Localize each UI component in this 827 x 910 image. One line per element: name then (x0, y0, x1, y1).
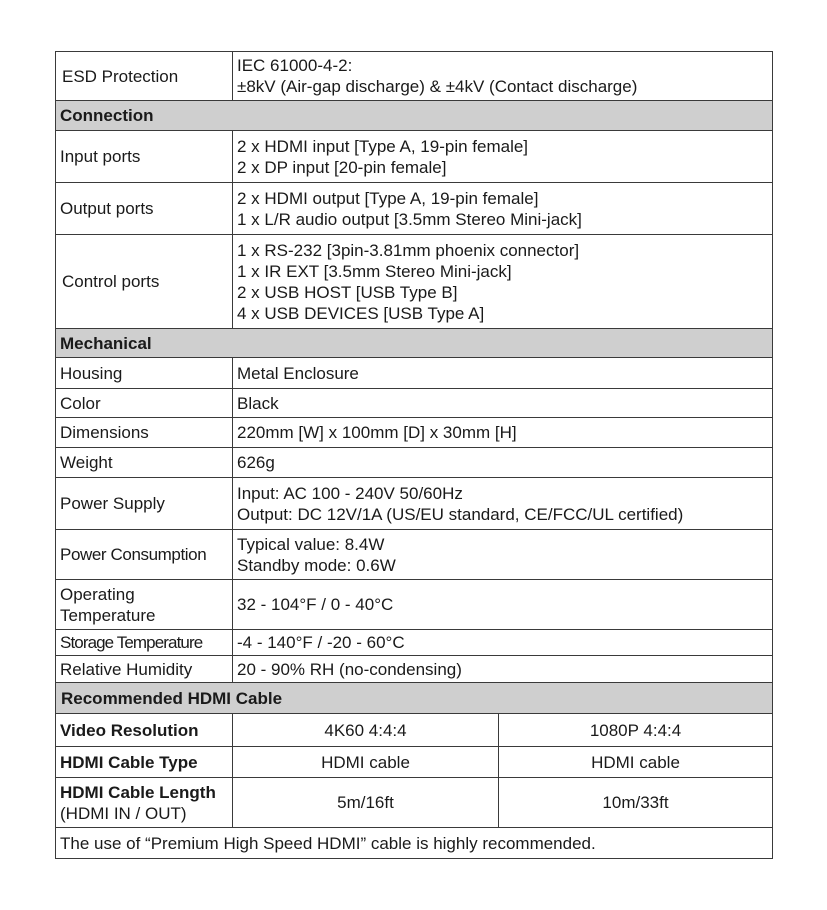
spec-value: Black (233, 389, 773, 418)
cable-row-cable-length (56, 778, 773, 828)
spec-value (233, 183, 773, 235)
value-line: ±8kV (Air-gap discharge) & ±4kV (Contact discharge) (237, 77, 638, 96)
spec-label: Weight (56, 448, 233, 478)
cable-label: HDMI Cable Type (56, 747, 233, 778)
spec-value: 32 - 104°F / 0 - 40°C (233, 580, 773, 630)
value-line: 4 x USB DEVICES [USB Type A] (237, 303, 485, 323)
spec-label: Storage Temperature (56, 630, 233, 656)
value-line: Output: DC 12V/1A (US/EU standard, CE/FCC/UL certified) (237, 504, 684, 524)
specifications-table (55, 51, 773, 859)
cable-value: 10m/33ft (499, 778, 773, 828)
spec-value (233, 478, 773, 530)
spec-value: 20 - 90% RH (no-condensing) (233, 656, 773, 683)
cable-row-video-resolution (56, 714, 773, 747)
section-connection (56, 101, 773, 131)
spec-row-housing (56, 358, 773, 389)
value-line: 1 x RS-232 [3pin-3.81mm phoenix connector] (237, 240, 580, 260)
spec-row-esd (56, 52, 773, 101)
section-header: Connection (56, 101, 773, 131)
cable-value: 1080P 4:4:4 (499, 714, 773, 747)
label-line: Temperature (60, 605, 156, 625)
cable-value: 4K60 4:4:4 (233, 714, 499, 747)
section-header: Recommended HDMI Cable (56, 683, 773, 714)
spec-label: Dimensions (56, 418, 233, 448)
spec-label: Input ports (56, 131, 233, 183)
label-line: HDMI Cable Length (60, 782, 216, 802)
spec-value: 220mm [W] x 100mm [D] x 30mm [H] (233, 418, 773, 448)
spec-row-power-consumption (56, 530, 773, 580)
spec-label: Housing (56, 358, 233, 389)
cable-label (56, 778, 233, 828)
cable-label: Video Resolution (56, 714, 233, 747)
spec-label: Power Consumption (56, 530, 233, 580)
section-header: Mechanical (56, 329, 773, 358)
cable-value: HDMI cable (499, 747, 773, 778)
label-line: Operating (60, 584, 135, 604)
value-line: 1 x L/R audio output [3.5mm Stereo Mini-jack] (237, 209, 582, 229)
cable-value: 5m/16ft (233, 778, 499, 828)
spec-value (233, 235, 773, 329)
spec-label: Relative Humidity (56, 656, 233, 683)
cable-row-cable-type (56, 747, 773, 778)
recommendation-note: The use of “Premium High Speed HDMI” cable is highly recommended. (56, 828, 773, 859)
spec-value: Metal Enclosure (233, 358, 773, 389)
value-line: 1 x IR EXT [3.5mm Stereo Mini-jack] (237, 261, 512, 281)
note-row (56, 828, 773, 859)
spec-label: Power Supply (56, 478, 233, 530)
cable-value: HDMI cable (233, 747, 499, 778)
value-line: Typical value: 8.4W (237, 534, 385, 554)
value-line: 2 x HDMI output [Type A, 19-pin female] (237, 188, 539, 208)
spec-value (233, 530, 773, 580)
label-line: (HDMI IN / OUT) (60, 803, 187, 823)
spec-value (233, 52, 773, 101)
value-line: 2 x DP input [20-pin female] (237, 157, 447, 177)
spec-label: Color (56, 389, 233, 418)
section-mechanical (56, 329, 773, 358)
spec-label: ESD Protection (56, 52, 233, 101)
spec-row-relative-humidity (56, 656, 773, 683)
spec-label: Control ports (56, 235, 233, 329)
spec-row-power-supply (56, 478, 773, 530)
spec-value: 626g (233, 448, 773, 478)
value-line: Standby mode: 0.6W (237, 555, 396, 575)
spec-row-color (56, 389, 773, 418)
section-recommended-hdmi-cable (56, 683, 773, 714)
spec-row-weight (56, 448, 773, 478)
value-line: 2 x USB HOST [USB Type B] (237, 282, 458, 302)
value-line: IEC 61000-4-2: (237, 56, 353, 75)
spec-row-dimensions (56, 418, 773, 448)
value-line: 2 x HDMI input [Type A, 19-pin female] (237, 136, 529, 156)
spec-row-output-ports (56, 183, 773, 235)
spec-value (233, 131, 773, 183)
spec-row-storage-temperature (56, 630, 773, 656)
spec-row-control-ports (56, 235, 773, 329)
spec-value: -4 - 140°F / -20 - 60°C (233, 630, 773, 656)
spec-label (56, 580, 233, 630)
spec-row-operating-temperature (56, 580, 773, 630)
spec-row-input-ports (56, 131, 773, 183)
value-line: Input: AC 100 - 240V 50/60Hz (237, 483, 463, 503)
spec-label: Output ports (56, 183, 233, 235)
